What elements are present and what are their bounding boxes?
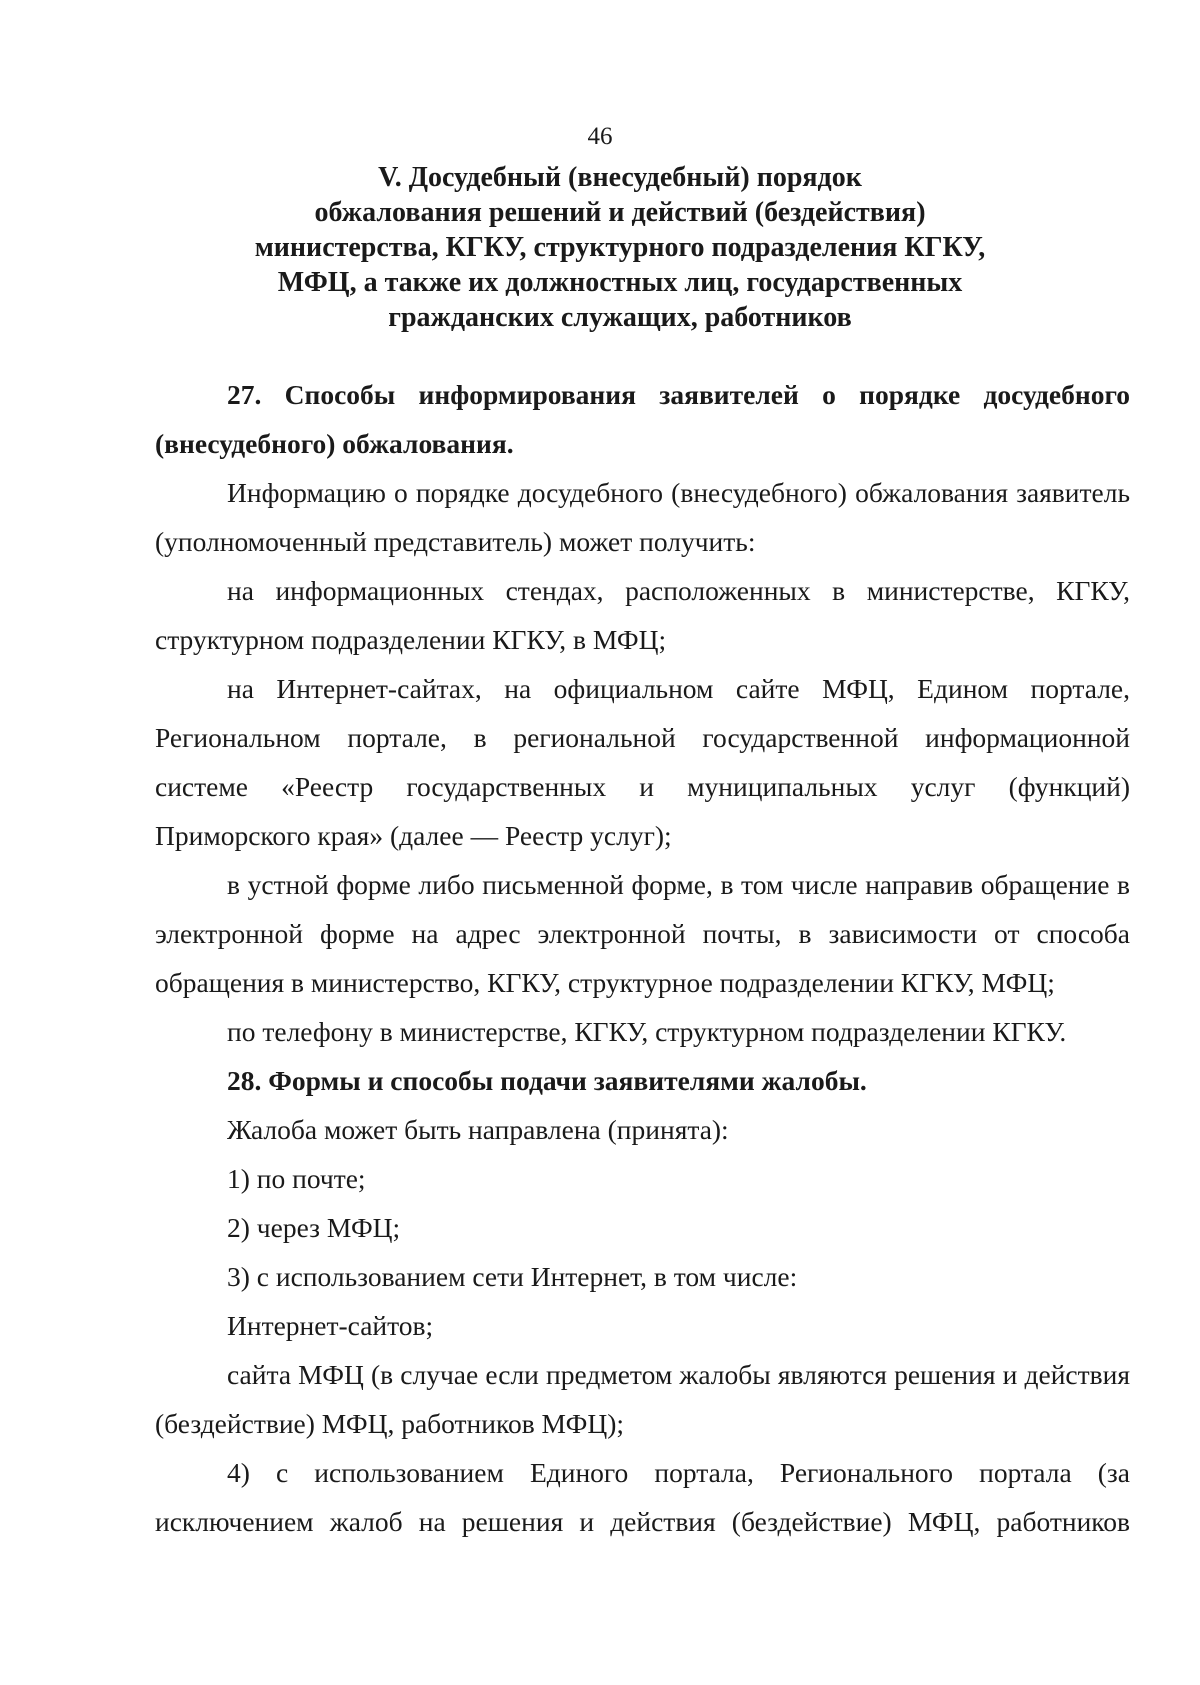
subsection-heading-28: 28. Формы и способы подачи заявителями жалобы. — [227, 1065, 867, 1096]
paragraph: в устной форме либо письменной форме, в том числе направив обращение в электронной форме на адрес электронной почты, в зависимости от способа обращения в министерство, КГКУ, структурное подразделении КГКУ, МФЦ; — [155, 869, 1130, 998]
paragraph: по телефону в министерстве, КГКУ, структурном подразделении КГКУ. — [227, 1016, 1067, 1047]
list-item: 2) через МФЦ; — [227, 1212, 401, 1243]
paragraph: на Интернет-сайтах, на официальном сайте МФЦ, Едином портале, Региональном портале, в региональной государственной информационной системе «Реестр государственных и муниципальных услуг (функций) Приморского края» (далее — Реестр услуг); — [155, 673, 1130, 851]
document-body — [155, 370, 1130, 1546]
list-item: 4) с использованием Единого портала, Регионального портала (за исключением жалоб на решения и действия (бездействие) МФЦ, работников — [155, 1457, 1130, 1537]
list-item: сайта МФЦ (в случае если предметом жалобы являются решения и действия (бездействие) МФЦ, работников МФЦ); — [155, 1359, 1130, 1439]
section-heading-line: обжалования решений и действий (бездействия) — [314, 197, 926, 228]
paragraph: Жалоба может быть направлена (принята): — [227, 1114, 729, 1145]
section-heading-line: министерства, КГКУ, структурного подразделения КГКУ, — [254, 232, 986, 263]
page-number: 46 — [587, 123, 613, 150]
list-item: Интернет-сайтов; — [227, 1310, 434, 1341]
subsection-heading-27: 27. Способы информирования заявителей о порядке досудебного (внесудебного) обжалования. — [155, 379, 1130, 459]
section-heading-line: МФЦ, а также их должностных лиц, государственных — [277, 267, 963, 298]
section-heading — [220, 160, 1020, 335]
paragraph: Информацию о порядке досудебного (внесудебного) обжалования заявитель (уполномоченный представитель) может получить: — [155, 477, 1130, 557]
section-heading-line: V. Досудебный (внесудебный) порядок — [378, 162, 862, 193]
paragraph: на информационных стендах, расположенных в министерстве, КГКУ, структурном подразделении КГКУ, в МФЦ; — [155, 575, 1130, 655]
list-item: 3) с использованием сети Интернет, в том числе: — [227, 1261, 798, 1292]
list-item: 1) по почте; — [227, 1163, 366, 1194]
section-heading-line: гражданских служащих, работников — [388, 302, 852, 333]
